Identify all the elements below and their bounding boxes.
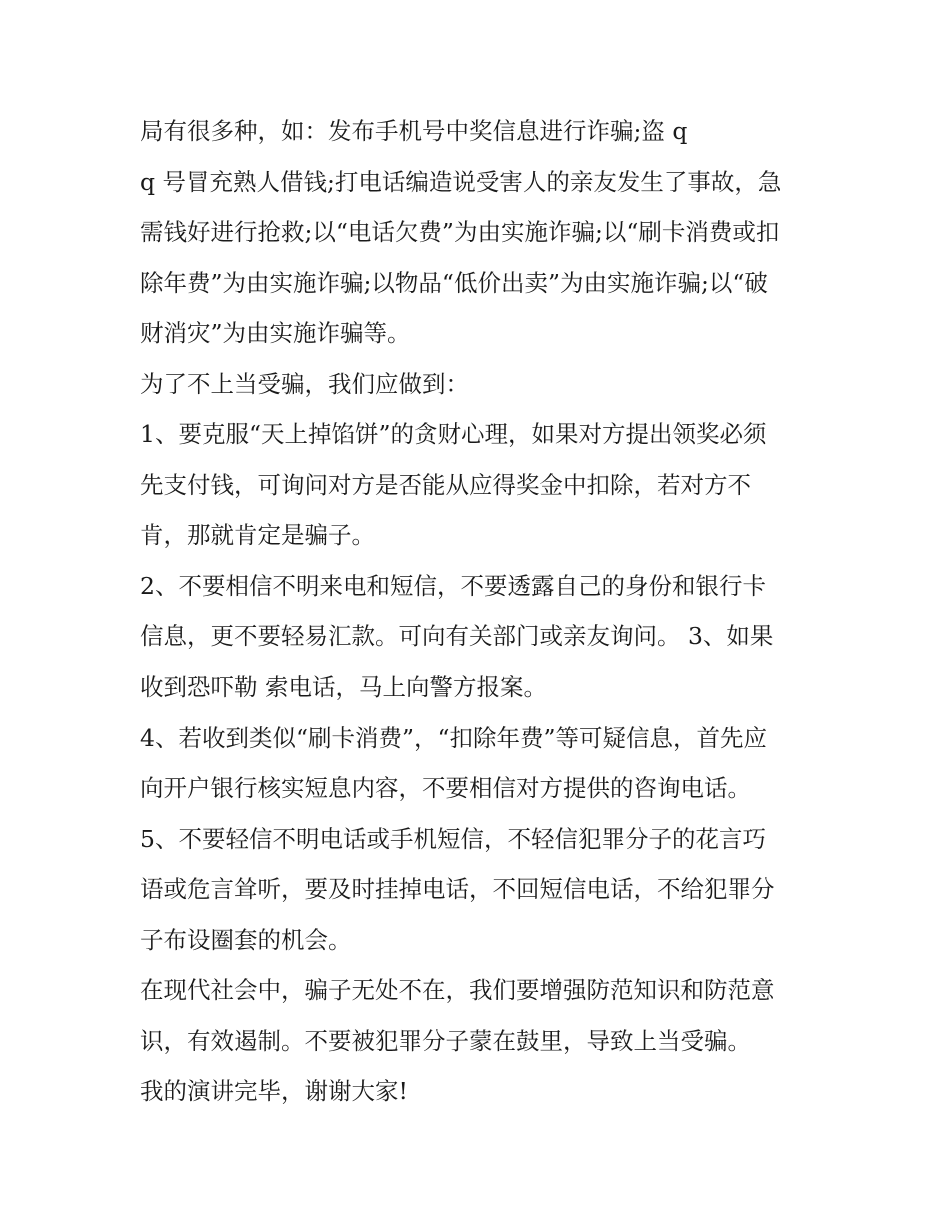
text-line-12: 收到恐吓勒 索电话，马上向警方报案。 <box>140 673 547 701</box>
text-line-4: 除年费”为由实施诈骗;以物品“低价出卖”为由实施诈骗;以“破 <box>140 269 768 297</box>
text-line-8: 先支付钱，可询问对方是否能从应得奖金中扣除，若对方不 <box>140 471 751 499</box>
text-line-13: 4、若收到类似“刷卡消费”，“扣除年费”等可疑信息，首先应 <box>140 724 768 752</box>
text-line-2: q 号冒充熟人借钱;打电话编造说受害人的亲友发生了事故，急 <box>140 168 782 196</box>
text-line-20: 我的演讲完毕，谢谢大家! <box>140 1077 408 1105</box>
text-line-16: 语或危言耸听，要及时挂掉电话，不回短信电话，不给犯罪分 <box>140 875 775 903</box>
text-line-7: 1、要克服“天上掉馅饼”的贪财心理，如果对方提出领奖必须 <box>140 420 767 448</box>
text-line-1: 局有很多种，如：发布手机号中奖信息进行诈骗;盗 q <box>140 117 688 145</box>
text-line-10: 2、不要相信不明来电和短信，不要透露自己的身份和银行卡 <box>140 572 766 600</box>
text-line-17: 子布设圈套的机会。 <box>140 926 352 954</box>
text-line-19: 识，有效遏制。不要被犯罪分子蒙在鼓里，导致上当受骗。 <box>140 1027 751 1055</box>
text-line-18: 在现代社会中，骗子无处不在，我们要增强防范知识和防范意 <box>140 976 775 1004</box>
text-line-6: 为了不上当受骗，我们应做到： <box>140 370 469 398</box>
text-line-15: 5、不要轻信不明电话或手机短信，不轻信犯罪分子的花言巧 <box>140 825 766 853</box>
text-line-14: 向开户银行核实短息内容，不要相信对方提供的咨询电话。 <box>140 774 751 802</box>
text-line-5: 财消灾”为由实施诈骗等。 <box>140 319 411 347</box>
text-line-9: 肯，那就肯定是骗子。 <box>140 521 375 549</box>
text-line-3: 需钱好进行抢救;以“电话欠费”为由实施诈骗;以“刷卡消费或扣 <box>140 218 780 246</box>
text-line-11: 信息，更不要轻易汇款。可向有关部门或亲友询问。 3、如果 <box>140 622 774 650</box>
